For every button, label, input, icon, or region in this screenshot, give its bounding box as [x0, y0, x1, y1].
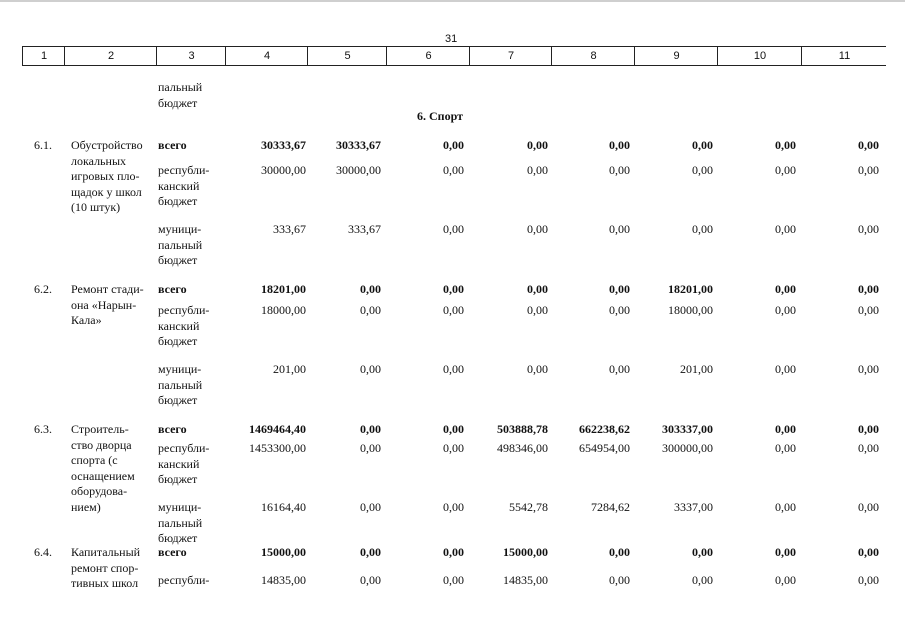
table-cell-col-5: 30000,00 — [336, 163, 381, 177]
table-cell-col-5: 30333,67 — [336, 138, 381, 152]
table-cell-col-5: 0,00 — [360, 282, 381, 296]
table-cell-col-4: 30333,67 — [261, 138, 306, 152]
table-cell-col-4: 18000,00 — [261, 303, 306, 317]
table-cell-col-6: 0,00 — [443, 138, 464, 152]
column-header-5: 5 — [307, 47, 387, 65]
table-cell-col-10: 0,00 — [775, 500, 796, 514]
table-cell-col-4: 16164,40 — [261, 500, 306, 514]
item-name-line: спорта (с — [71, 453, 118, 467]
item-name-line: оборудова- — [71, 484, 128, 498]
budget-type: республи- — [158, 163, 210, 177]
table-cell-col-5: 0,00 — [360, 422, 381, 436]
table-cell-col-10: 0,00 — [775, 282, 796, 296]
column-header-11: 11 — [801, 47, 887, 65]
table-cell-col-9: 0,00 — [692, 573, 713, 587]
column-header-10: 10 — [717, 47, 802, 65]
intro-line: пальный — [158, 80, 203, 94]
budget-type: бюджет — [158, 334, 198, 348]
table-cell-col-9: 0,00 — [692, 138, 713, 152]
item-name-line: она «Нарын- — [71, 297, 137, 312]
table-cell-col-7: 498346,00 — [497, 441, 548, 455]
table-cell-col-6: 0,00 — [443, 163, 464, 177]
table-cell-col-5: 333,67 — [348, 222, 381, 236]
table-cell-col-11: 0,00 — [858, 441, 879, 455]
table-cell-col-9: 18000,00 — [668, 303, 713, 317]
table-cell-col-4: 18201,00 — [261, 282, 306, 296]
item-name-line: игровых пло- — [71, 169, 140, 183]
item-name-line: Обустройство — [71, 138, 143, 152]
column-header-7: 7 — [469, 47, 552, 65]
table-cell-col-9: 3337,00 — [674, 500, 713, 514]
column-header-3: 3 — [156, 47, 226, 65]
item-name-line: Кала» — [71, 313, 102, 327]
table-cell-col-8: 0,00 — [609, 138, 630, 152]
table-cell-col-8: 0,00 — [609, 303, 630, 317]
table-cell-col-7: 503888,78 — [497, 422, 548, 436]
table-cell-col-8: 662238,62 — [579, 422, 630, 436]
table-cell-col-8: 0,00 — [609, 573, 630, 587]
table-cell-col-9: 0,00 — [692, 545, 713, 559]
table-cell-col-6: 0,00 — [443, 282, 464, 296]
table-cell-col-8: 0,00 — [609, 362, 630, 376]
table-cell-col-10: 0,00 — [775, 362, 796, 376]
budget-type: бюджет — [158, 393, 198, 407]
table-cell-col-10: 0,00 — [775, 222, 796, 236]
table-cell-col-11: 0,00 — [858, 545, 879, 559]
table-cell-col-11: 0,00 — [858, 500, 879, 514]
table-cell-col-10: 0,00 — [775, 303, 796, 317]
budget-type: пальный — [158, 237, 203, 252]
table-cell-col-5: 0,00 — [360, 545, 381, 559]
table-cell-col-7: 5542,78 — [509, 500, 548, 514]
table-cell-col-6: 0,00 — [443, 545, 464, 559]
table-cell-col-9: 201,00 — [680, 362, 713, 376]
item-name-line: Ремонт стади- — [71, 282, 144, 296]
item-name-line: ство дворца — [71, 437, 132, 452]
table-cell-col-6: 0,00 — [443, 441, 464, 455]
table-cell-col-9: 300000,00 — [662, 441, 713, 455]
row-number: 6.4. — [34, 545, 52, 559]
table-cell-col-11: 0,00 — [858, 138, 879, 152]
table-cell-col-10: 0,00 — [775, 138, 796, 152]
budget-type: бюджет — [158, 194, 198, 208]
scan-edge — [0, 0, 905, 2]
table-cell-col-11: 0,00 — [858, 362, 879, 376]
table-cell-col-7: 14835,00 — [503, 573, 548, 587]
column-header-6: 6 — [386, 47, 470, 65]
table-cell-col-5: 0,00 — [360, 303, 381, 317]
column-header-1: 1 — [22, 47, 65, 65]
row-number: 6.1. — [34, 138, 52, 152]
budget-type: республи- — [158, 441, 210, 455]
table-cell-col-8: 0,00 — [609, 545, 630, 559]
table-cell-col-10: 0,00 — [775, 545, 796, 559]
table-cell-col-5: 0,00 — [360, 573, 381, 587]
budget-type: республи- — [158, 303, 210, 317]
table-cell-col-11: 0,00 — [858, 573, 879, 587]
budget-type: бюджет — [158, 472, 198, 486]
table-cell-col-6: 0,00 — [443, 422, 464, 436]
table-cell-col-6: 0,00 — [443, 303, 464, 317]
item-name-line: ремонт спор- — [71, 560, 139, 575]
budget-type: муници- — [158, 222, 202, 236]
table-cell-col-10: 0,00 — [775, 163, 796, 177]
budget-type: пальный — [158, 515, 203, 530]
budget-type: пальный — [158, 377, 203, 392]
table-cell-col-7: 15000,00 — [503, 545, 548, 559]
table-header — [22, 46, 886, 66]
table-cell-col-4: 201,00 — [273, 362, 306, 376]
page-number: 31 — [445, 33, 458, 45]
table-cell-col-10: 0,00 — [775, 441, 796, 455]
table-cell-col-4: 14835,00 — [261, 573, 306, 587]
table-cell-col-8: 0,00 — [609, 163, 630, 177]
table-cell-col-11: 0,00 — [858, 222, 879, 236]
table-cell-col-8: 654954,00 — [579, 441, 630, 455]
table-cell-col-6: 0,00 — [443, 222, 464, 236]
budget-type: всего — [158, 422, 187, 436]
table-cell-col-7: 0,00 — [527, 163, 548, 177]
column-header-8: 8 — [551, 47, 635, 65]
budget-type: бюджет — [158, 531, 198, 545]
table-cell-col-7: 0,00 — [527, 138, 548, 152]
row-number: 6.3. — [34, 422, 52, 436]
budget-type: всего — [158, 282, 187, 296]
intro-line: бюджет — [158, 95, 198, 110]
table-cell-col-11: 0,00 — [858, 163, 879, 177]
item-name-line: Капитальный — [71, 545, 141, 559]
budget-type: муници- — [158, 362, 202, 376]
table-cell-col-4: 1453300,00 — [249, 441, 306, 455]
column-header-4: 4 — [225, 47, 308, 65]
column-header-9: 9 — [634, 47, 718, 65]
column-header-2: 2 — [64, 47, 157, 65]
table-cell-col-10: 0,00 — [775, 573, 796, 587]
budget-type: канский — [158, 456, 200, 471]
item-name-line: нием) — [71, 499, 101, 514]
table-cell-col-4: 1469464,40 — [249, 422, 306, 436]
table-cell-col-8: 0,00 — [609, 282, 630, 296]
table-cell-col-4: 15000,00 — [261, 545, 306, 559]
item-name-line: Строитель- — [71, 422, 129, 436]
item-name-line: щадок у школ — [71, 184, 142, 199]
item-name-line: тивных школ — [71, 576, 139, 590]
table-cell-col-6: 0,00 — [443, 362, 464, 376]
table-cell-col-6: 0,00 — [443, 500, 464, 514]
item-name-line: (10 штук) — [71, 200, 121, 214]
table-cell-col-8: 0,00 — [609, 222, 630, 236]
table-cell-col-7: 0,00 — [527, 362, 548, 376]
table-cell-col-7: 0,00 — [527, 222, 548, 236]
table-cell-col-5: 0,00 — [360, 441, 381, 455]
budget-type: всего — [158, 545, 187, 559]
budget-type: республи- — [158, 573, 210, 587]
section-title: 6. Спорт — [417, 109, 463, 123]
table-cell-col-11: 0,00 — [858, 282, 879, 296]
row-number: 6.2. — [34, 282, 52, 296]
table-cell-col-11: 0,00 — [858, 422, 879, 436]
table-cell-col-6: 0,00 — [443, 573, 464, 587]
table-cell-col-4: 30000,00 — [261, 163, 306, 177]
table-cell-col-8: 7284,62 — [591, 500, 630, 514]
table-cell-col-7: 0,00 — [527, 303, 548, 317]
table-cell-col-4: 333,67 — [273, 222, 306, 236]
table-cell-col-5: 0,00 — [360, 362, 381, 376]
table-cell-col-11: 0,00 — [858, 303, 879, 317]
table-cell-col-9: 0,00 — [692, 222, 713, 236]
item-name-line: локальных — [71, 153, 127, 168]
budget-type: всего — [158, 138, 187, 152]
table-cell-col-9: 303337,00 — [662, 422, 713, 436]
table-cell-col-10: 0,00 — [775, 422, 796, 436]
table-cell-col-5: 0,00 — [360, 500, 381, 514]
budget-type: канский — [158, 318, 200, 333]
table-cell-col-9: 0,00 — [692, 163, 713, 177]
table-cell-col-7: 0,00 — [527, 282, 548, 296]
budget-type: канский — [158, 178, 200, 193]
table-cell-col-9: 18201,00 — [668, 282, 713, 296]
budget-type: муници- — [158, 500, 202, 514]
budget-type: бюджет — [158, 253, 198, 267]
item-name-line: оснащением — [71, 468, 135, 483]
